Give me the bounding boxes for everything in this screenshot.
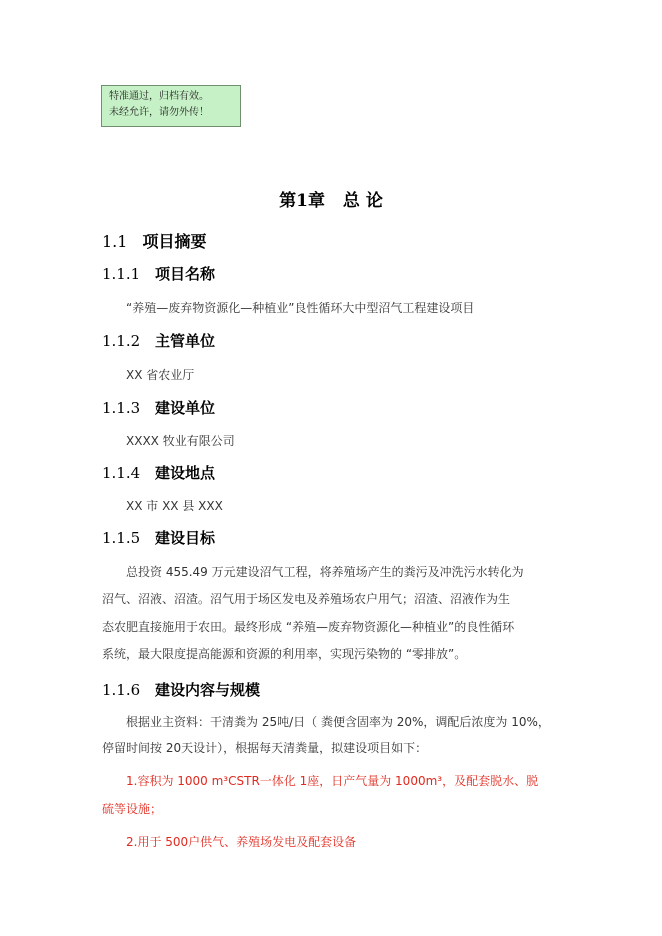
subsection-title: 主管单位: [154, 332, 215, 350]
notice-line-2: 未经允许，请勿外传！: [109, 107, 209, 118]
subsection-heading: [102, 397, 215, 418]
subsection-title: 建设目标: [154, 529, 215, 547]
builder-text: XXXX 牧业有限公司: [126, 434, 235, 448]
goal-line: 系统，最大限度提高能源和资源的利用率，实现污染物的 “零排放”。: [102, 647, 467, 661]
scale-line: 停留时间按 20天设计），根据每天清粪量，拟建设项目如下：: [102, 741, 428, 755]
subsection-heading: [102, 330, 215, 351]
subsection-number: 1.1.5: [102, 529, 141, 547]
item-1-line-2: 硫等设施；: [102, 802, 163, 816]
subsection-number: 1.1.4: [102, 464, 141, 482]
subsection-number: 1.1.2: [102, 332, 141, 350]
subsection-title: 建设内容与规模: [154, 681, 260, 699]
scale-line: 根据业主资料：干清粪为 25吨/日（ 粪便含固率为 20%，调配后浓度为 10%，: [126, 715, 550, 729]
item-1-line-1: 1.容积为 1000 m³CSTR一体化 1座，日产气量为 1000m³，及配套脱水、脱: [126, 774, 539, 788]
item-2-line-1: 2.用于 500户供气、养殖场发电及配套设备: [126, 835, 357, 849]
subsection-title: 项目名称: [154, 265, 215, 283]
subsection-title: 建设单位: [154, 399, 215, 417]
subsection-heading: [102, 263, 215, 284]
chapter-name: 总 论: [342, 191, 383, 211]
subsection-number: 1.1.3: [102, 399, 141, 417]
subsection-heading: [102, 527, 215, 548]
section-heading: [102, 229, 207, 252]
chapter-title: [0, 186, 662, 211]
subsection-number: 1.1.6: [102, 681, 141, 699]
subsection-heading: [102, 462, 215, 483]
notice-line-1: 特准通过，归档有效。: [109, 91, 209, 102]
chapter-number: 第1章: [279, 191, 325, 211]
goal-line: 态农肥直接施用于农田。最终形成 “养殖—废弃物资源化—种植业”的良性循环: [102, 620, 515, 634]
subsection-number: 1.1.1: [102, 265, 141, 283]
location-text: XX 市 XX 县 XXX: [126, 499, 223, 513]
goal-line: 沼气、沼液、沼渣。沼气用于场区发电及养殖场农户用气；沼渣、沼液作为生: [102, 592, 511, 606]
section-number: 1.1: [102, 232, 128, 251]
authority-text: XX 省农业厅: [126, 368, 195, 382]
section-title: 项目摘要: [142, 232, 207, 251]
goal-line: 总投资 455.49 万元建设沼气工程，将养殖场产生的粪污及冲洗污水转化为: [126, 565, 524, 579]
subsection-heading: [102, 679, 260, 700]
subsection-title: 建设地点: [154, 464, 215, 482]
project-name-text: “养殖—废弃物资源化—种植业”良性循环大中型沼气工程建设项目: [126, 301, 475, 315]
approval-notice-stamp: [101, 85, 241, 127]
